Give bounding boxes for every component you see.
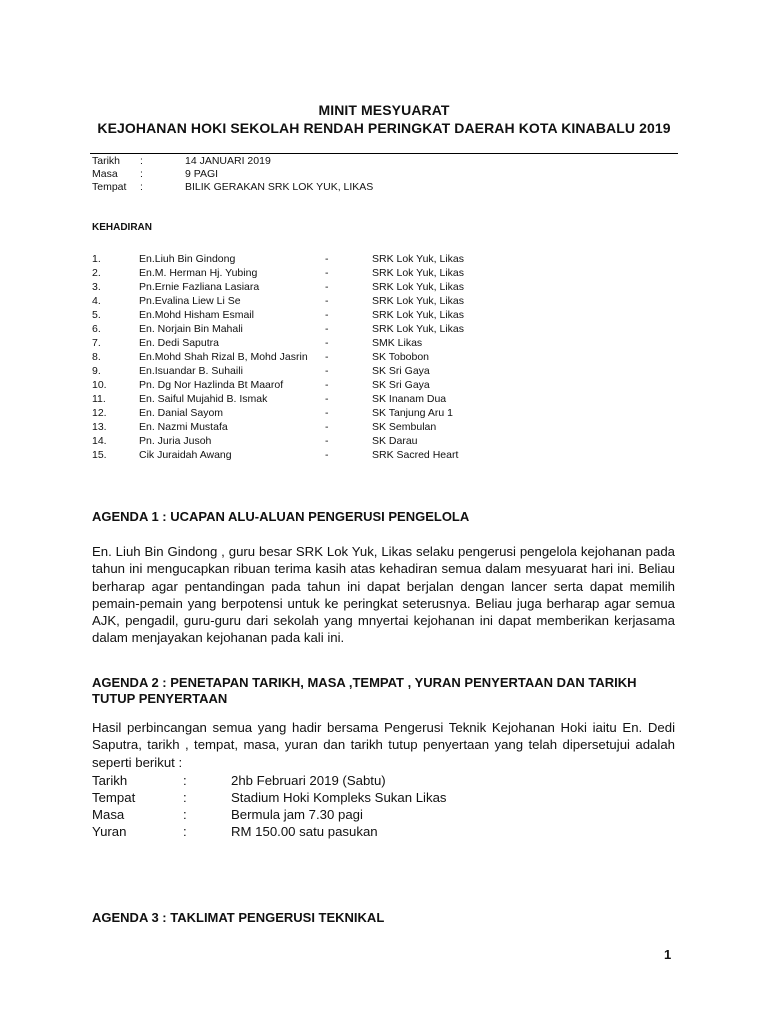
attendance-dash: - [325,309,329,321]
attendance-name: Pn.Evalina Liew Li Se [139,295,241,307]
meeting-info-label: Tempat [92,181,127,193]
detail-label: Yuran [92,824,127,839]
attendance-name: En. Saiful Mujahid B. Ismak [139,393,268,405]
agenda-3-heading: AGENDA 3 : TAKLIMAT PENGERUSI TEKNIKAL [92,910,385,925]
attendance-dash: - [325,281,329,293]
attendance-number: 9. [92,365,101,377]
attendance-number: 8. [92,351,101,363]
attendance-school: SRK Lok Yuk, Likas [372,323,465,335]
detail-colon: : [183,807,187,822]
detail-value: RM 150.00 satu pasukan [231,824,378,839]
attendance-name: En. Danial Sayom [139,407,224,419]
attendance-number: 4. [92,295,101,307]
page-number: 1 [664,947,672,962]
attendance-number: 12. [92,407,107,419]
attendance-dash: - [325,253,329,265]
attendance-school: SK Tanjung Aru 1 [372,407,453,419]
meeting-info-colon: : [140,168,143,180]
attendance-number: 6. [92,323,101,335]
attendance-school: SRK Lok Yuk, Likas [372,309,465,321]
attendance-number: 3. [92,281,101,293]
meeting-info-colon: : [140,155,143,167]
attendance-school: SRK Lok Yuk, Likas [372,253,465,265]
meeting-info-value: 14 JANUARI 2019 [185,155,271,167]
detail-colon: : [183,790,187,805]
attendance-dash: - [325,421,329,433]
attendance-name: Pn.Ernie Fazliana Lasiara [139,281,260,293]
attendance-school: SK Darau [372,435,418,447]
attendance-name: Pn. Juria Jusoh [139,435,212,447]
attendance-dash: - [325,365,329,377]
meeting-info-colon: : [140,181,143,193]
attendance-name: En.Mohd Shah Rizal B, Mohd Jasrin [139,351,308,363]
detail-label: Masa [92,807,125,822]
meeting-info-value: 9 PAGI [185,168,219,180]
attendance-dash: - [325,393,329,405]
attendance-dash: - [325,337,329,349]
attendance-name: En.M. Herman Hj. Yubing [139,267,258,279]
attendance-school: SK Sri Gaya [372,365,430,377]
attendance-number: 1. [92,253,101,265]
detail-colon: : [183,824,187,839]
agenda-2-body: Hasil perbincangan semua yang hadir bersama Pengerusi Teknik Kejohanan Hoki iaitu En. Dedi Saputra, tarikh , tempat, masa, yuran dan tarikh tutup penyertaan yang telah dipersetujui adalah seperti berikut : [92,720,675,770]
attendance-dash: - [325,295,329,307]
attendance-dash: - [325,267,329,279]
meeting-info-value: BILIK GERAKAN SRK LOK YUK, LIKAS [185,181,374,193]
attendance-number: 7. [92,337,101,349]
attendance-school: SK Inanam Dua [372,393,447,405]
attendance-dash: - [325,435,329,447]
attendance-name: Cik Juraidah Awang [139,449,232,461]
attendance-name: En.Mohd Hisham Esmail [139,309,254,321]
attendance-name: En. Dedi Saputra [139,337,219,349]
attendance-dash: - [325,323,329,335]
attendance-school: SRK Lok Yuk, Likas [372,267,465,279]
attendance-heading: KEHADIRAN [92,222,152,233]
detail-colon: : [183,773,187,788]
header-divider [90,153,678,154]
attendance-number: 14. [92,435,107,447]
detail-value: Stadium Hoki Kompleks Sukan Likas [231,790,447,805]
attendance-number: 13. [92,421,107,433]
attendance-name: En.Liuh Bin Gindong [139,253,236,265]
attendance-name: En. Norjain Bin Mahali [139,323,243,335]
attendance-number: 11. [92,393,106,405]
attendance-school: SK Sri Gaya [372,379,430,391]
document-subtitle: KEJOHANAN HOKI SEKOLAH RENDAH PERINGKAT DAERAH KOTA KINABALU 2019 [97,120,671,136]
attendance-school: SMK Likas [372,337,423,349]
attendance-name: Pn. Dg Nor Hazlinda Bt Maarof [139,379,284,391]
agenda-1-body: En. Liuh Bin Gindong , guru besar SRK Lok Yuk, Likas selaku pengerusi pengelola kejohanan pada tahun ini mengucapkan ribuan terima kasih atas kehadiran semua dalam mesyuarat hari ini. Beliau berharap agar pentandingan pada tahun ini dapat berjalan dengan lancer serta dapat memilih pemain-pemain yang berpotensi untuk ke peringkat seterusnya. Beliau juga berharap agar semua AJK, pengadil, guru-guru dari sekolah yang mnyertai kejohanan ini dapat memberikan kerjasama dalam menjayakan kejohanan pada kali ini. [92,544,675,646]
attendance-dash: - [325,449,329,461]
document-title: MINIT MESYUARAT [318,102,450,118]
agenda-1-heading: AGENDA 1 : UCAPAN ALU-ALUAN PENGERUSI PENGELOLA [92,509,470,524]
meeting-info-label: Masa [92,168,118,180]
attendance-number: 5. [92,309,101,321]
agenda-2-heading: AGENDA 2 : PENETAPAN TARIKH, MASA ,TEMPAT , YURAN PENYERTAAN DAN TARIKH TUTUP PENYERTAAN [92,675,637,706]
attendance-dash: - [325,379,329,391]
detail-value: 2hb Februari 2019 (Sabtu) [231,773,386,788]
meeting-info-label: Tarikh [92,155,121,167]
detail-label: Tarikh [92,773,128,788]
attendance-number: 15. [92,449,107,461]
attendance-school: SK Sembulan [372,421,437,433]
attendance-dash: - [325,407,329,419]
attendance-school: SRK Sacred Heart [372,449,459,461]
attendance-name: En.Isuandar B. Suhaili [139,365,243,377]
attendance-number: 2. [92,267,101,279]
detail-value: Bermula jam 7.30 pagi [231,807,363,822]
attendance-school: SRK Lok Yuk, Likas [372,295,465,307]
attendance-school: SK Tobobon [372,351,430,363]
attendance-school: SRK Lok Yuk, Likas [372,281,465,293]
detail-label: Tempat [92,790,136,805]
attendance-name: En. Nazmi Mustafa [139,421,228,433]
attendance-number: 10. [92,379,107,391]
attendance-dash: - [325,351,329,363]
